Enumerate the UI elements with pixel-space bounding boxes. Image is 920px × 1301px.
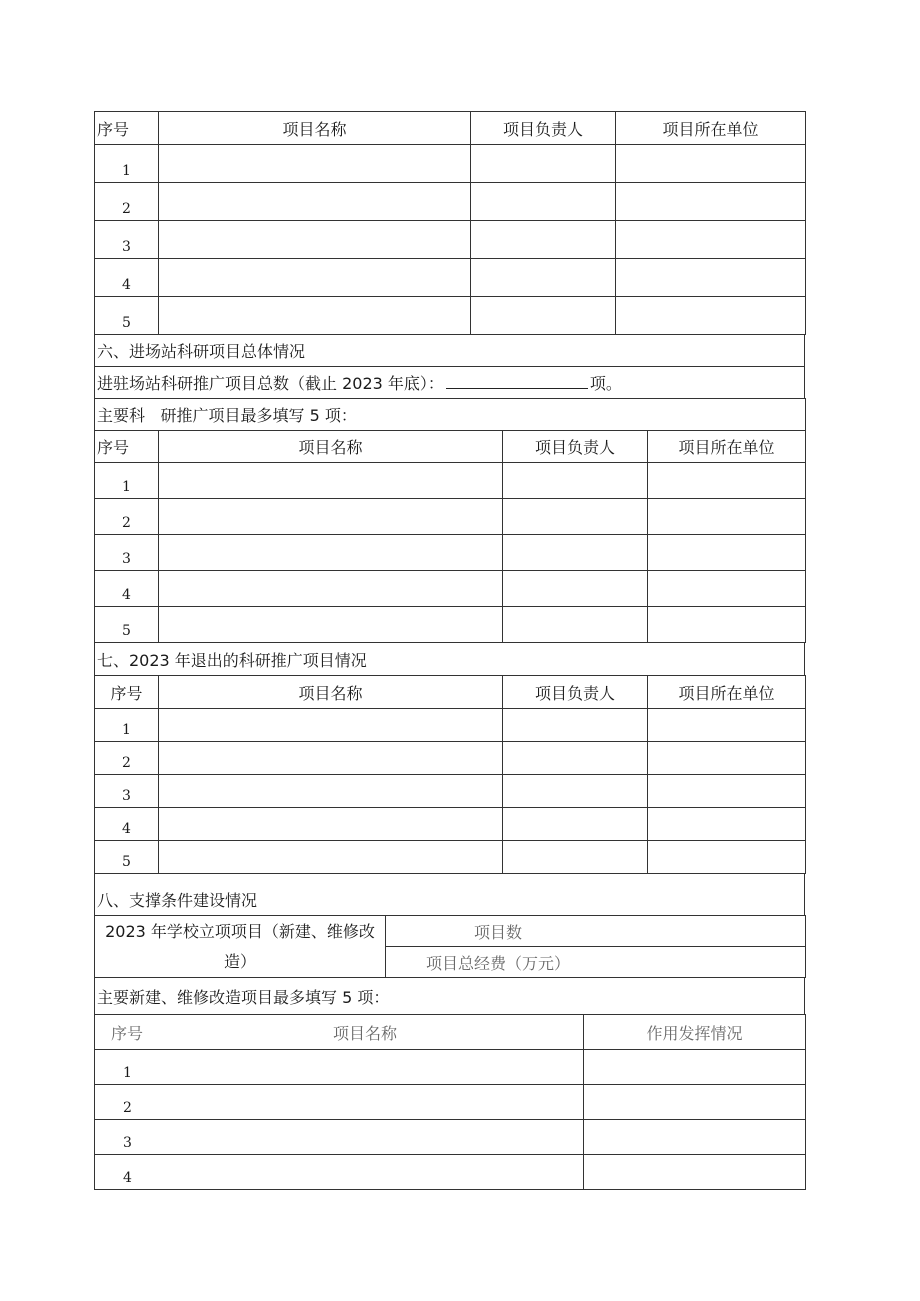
section-six bbox=[94, 334, 805, 399]
table-header-row bbox=[95, 1015, 806, 1050]
row-number: 4 bbox=[95, 259, 159, 297]
table-row bbox=[95, 571, 806, 607]
table-row bbox=[95, 742, 806, 775]
row-number: 2 bbox=[95, 1085, 584, 1120]
cell-project-name[interactable] bbox=[159, 808, 503, 841]
cell-project-leader[interactable] bbox=[471, 259, 616, 297]
row-number: 4 bbox=[95, 808, 159, 841]
table-row bbox=[95, 607, 806, 643]
cell-project-name[interactable] bbox=[159, 775, 503, 808]
cell-project-leader[interactable] bbox=[503, 775, 648, 808]
col-header-leader: 项目负责人 bbox=[503, 676, 648, 709]
row-number: 3 bbox=[95, 535, 159, 571]
col-header-seq: 序号 bbox=[95, 431, 159, 463]
cell-project-name[interactable] bbox=[159, 535, 503, 571]
cell-project-unit[interactable] bbox=[648, 775, 806, 808]
cell-project-leader[interactable] bbox=[503, 808, 648, 841]
table-school-projects bbox=[94, 915, 806, 978]
cell-project-name[interactable] bbox=[159, 183, 471, 221]
row-number: 5 bbox=[95, 841, 159, 874]
row-number: 1 bbox=[95, 463, 159, 499]
cell-project-leader[interactable] bbox=[471, 297, 616, 335]
section-eight bbox=[94, 873, 805, 916]
row-number: 5 bbox=[95, 607, 159, 643]
school-projects-label-line1: 2023 年学校立项项目（新建、维修改 bbox=[105, 921, 375, 941]
cell-project-name[interactable] bbox=[159, 841, 503, 874]
school-projects-label bbox=[95, 916, 386, 978]
cell-project-leader[interactable] bbox=[503, 535, 648, 571]
cell-project-unit[interactable] bbox=[648, 535, 806, 571]
col-header-name: 项目名称 bbox=[159, 676, 503, 709]
section-seven-title: 七、2023 年退出的科研推广项目情况 bbox=[95, 643, 805, 676]
row-number: 2 bbox=[95, 499, 159, 535]
cell-project-name[interactable] bbox=[159, 463, 503, 499]
table-station-projects bbox=[94, 430, 806, 643]
cell-project-unit[interactable] bbox=[616, 221, 806, 259]
cell-project-name[interactable] bbox=[159, 571, 503, 607]
cell-project-name[interactable] bbox=[159, 709, 503, 742]
cell-project-effect[interactable] bbox=[584, 1120, 806, 1155]
cell-project-unit[interactable] bbox=[648, 499, 806, 535]
cell-project-unit[interactable] bbox=[648, 841, 806, 874]
section-six-title: 六、进场站科研项目总体情况 bbox=[95, 335, 805, 367]
table-row bbox=[95, 145, 806, 183]
report-form bbox=[94, 111, 805, 1190]
row-number: 2 bbox=[95, 742, 159, 775]
col-header-unit: 项目所在单位 bbox=[648, 431, 806, 463]
col-header-leader: 项目负责人 bbox=[503, 431, 648, 463]
total-projects-label: 进驻场站科研推广项目总数（截止 2023 年底）： bbox=[97, 374, 444, 393]
cell-project-unit[interactable] bbox=[616, 183, 806, 221]
table-row bbox=[95, 259, 806, 297]
row-number: 3 bbox=[95, 775, 159, 808]
cell-project-unit[interactable] bbox=[648, 463, 806, 499]
cell-project-unit[interactable] bbox=[648, 607, 806, 643]
total-projects-suffix: 项。 bbox=[589, 374, 622, 393]
table-row bbox=[95, 1085, 806, 1120]
col-header-unit: 项目所在单位 bbox=[616, 112, 806, 145]
cell-project-name[interactable] bbox=[159, 499, 503, 535]
cell-project-name[interactable] bbox=[159, 607, 503, 643]
cell-project-leader[interactable] bbox=[503, 709, 648, 742]
cell-project-unit[interactable] bbox=[648, 571, 806, 607]
col-header-effect: 作用发挥情况 bbox=[584, 1015, 806, 1050]
cell-project-leader[interactable] bbox=[503, 742, 648, 775]
total-projects-input[interactable] bbox=[446, 374, 588, 389]
cell-project-name[interactable] bbox=[159, 297, 471, 335]
table-row bbox=[95, 775, 806, 808]
cell-project-effect[interactable] bbox=[584, 1050, 806, 1085]
section-seven bbox=[94, 642, 805, 676]
cell-project-unit[interactable] bbox=[616, 297, 806, 335]
table-row bbox=[95, 841, 806, 874]
table-row bbox=[95, 1120, 806, 1155]
cell-project-leader[interactable] bbox=[471, 221, 616, 259]
cell-project-leader[interactable] bbox=[503, 571, 648, 607]
table-row bbox=[95, 709, 806, 742]
cell-project-leader[interactable] bbox=[503, 607, 648, 643]
cell-project-leader[interactable] bbox=[503, 841, 648, 874]
table-header-row bbox=[95, 676, 806, 709]
row-number: 1 bbox=[95, 145, 159, 183]
cell-project-name[interactable] bbox=[159, 145, 471, 183]
cell-project-effect[interactable] bbox=[584, 1155, 806, 1190]
col-header-name: 项目名称 bbox=[159, 112, 471, 145]
row-number: 5 bbox=[95, 297, 159, 335]
col-header-seq: 序号 bbox=[95, 676, 159, 709]
row-number: 3 bbox=[95, 221, 159, 259]
cell-project-leader[interactable] bbox=[471, 183, 616, 221]
project-count-label: 项目数 bbox=[474, 922, 523, 942]
section-six-main-label-row bbox=[94, 398, 806, 431]
cell-project-name[interactable] bbox=[159, 221, 471, 259]
table-row bbox=[95, 1155, 806, 1190]
section-eight-main-label-row bbox=[94, 977, 805, 1015]
table-header-row bbox=[95, 112, 806, 145]
main-projects-label-a: 主要科 bbox=[95, 399, 159, 431]
table-row bbox=[95, 808, 806, 841]
cell-project-leader[interactable] bbox=[503, 463, 648, 499]
row-number: 1 bbox=[95, 1050, 584, 1085]
col-header-seq: 序号 bbox=[111, 1023, 144, 1043]
row-number: 3 bbox=[95, 1120, 584, 1155]
table-exited-projects bbox=[94, 675, 806, 874]
table-row bbox=[95, 297, 806, 335]
project-count-cell[interactable] bbox=[386, 916, 806, 947]
section-eight-main-label: 主要新建、维修改造项目最多填写 5 项： bbox=[95, 978, 805, 1015]
cell-project-unit[interactable] bbox=[648, 808, 806, 841]
col-header-name: 项目名称 bbox=[333, 1023, 398, 1043]
row-number: 4 bbox=[95, 571, 159, 607]
table-prev-projects bbox=[94, 111, 806, 335]
cell-project-name[interactable] bbox=[159, 742, 503, 775]
col-header-unit: 项目所在单位 bbox=[648, 676, 806, 709]
table-row bbox=[95, 499, 806, 535]
table-header-row bbox=[95, 431, 806, 463]
table-row bbox=[95, 535, 806, 571]
cell-project-name[interactable] bbox=[159, 259, 471, 297]
total-funding-label: 项目总经费（万元） bbox=[426, 953, 571, 973]
cell-project-unit[interactable] bbox=[648, 742, 806, 775]
table-row bbox=[95, 221, 806, 259]
table-construction-projects bbox=[94, 1014, 806, 1190]
section-six-total-line bbox=[95, 367, 805, 399]
col-header-leader: 项目负责人 bbox=[471, 112, 616, 145]
row-number: 4 bbox=[95, 1155, 584, 1190]
cell-project-unit[interactable] bbox=[616, 145, 806, 183]
row-number: 2 bbox=[95, 183, 159, 221]
col-header-name: 项目名称 bbox=[159, 431, 503, 463]
cell-project-unit[interactable] bbox=[616, 259, 806, 297]
col-header-seq-and-name bbox=[95, 1015, 584, 1050]
cell-project-effect[interactable] bbox=[584, 1085, 806, 1120]
table-row bbox=[95, 463, 806, 499]
cell-project-leader[interactable] bbox=[471, 145, 616, 183]
total-funding-cell[interactable] bbox=[386, 947, 806, 978]
table-row bbox=[95, 183, 806, 221]
table-row bbox=[95, 1050, 806, 1085]
col-header-seq: 序号 bbox=[95, 112, 159, 145]
main-projects-label-b: 研推广项目最多填写 5 项： bbox=[159, 399, 806, 431]
cell-project-leader[interactable] bbox=[503, 499, 648, 535]
cell-project-unit[interactable] bbox=[648, 709, 806, 742]
row-number: 1 bbox=[95, 709, 159, 742]
section-eight-title: 八、支撑条件建设情况 bbox=[95, 874, 805, 916]
school-projects-label-line2: 造） bbox=[223, 951, 256, 971]
